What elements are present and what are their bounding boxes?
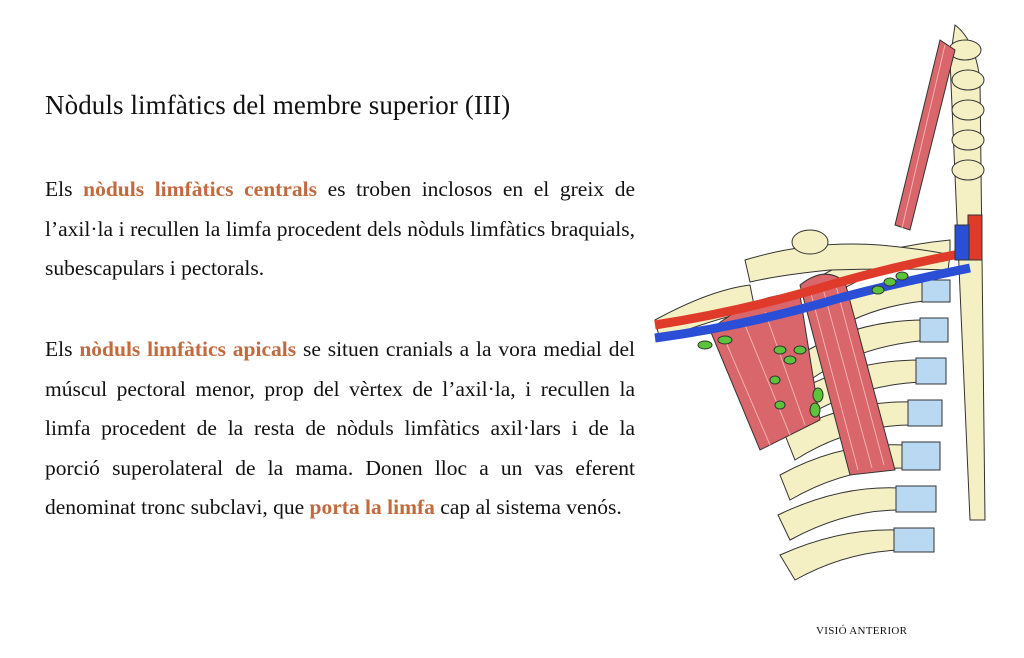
lymph-node-icon: [884, 278, 896, 286]
highlight-central-nodes: nòduls limfàtics centrals: [83, 177, 317, 201]
lymph-node-icon: [774, 346, 786, 354]
paragraph-apical-nodes: [45, 330, 635, 528]
lymph-node-icon: [698, 341, 712, 349]
page-title: Nòduls limfàtics del membre superior (III): [45, 90, 511, 120]
paragraph-2-start: Els: [45, 337, 80, 361]
axilla-anatomy-illustration: [650, 20, 990, 620]
paragraph-1-start: Els: [45, 177, 84, 201]
lymph-node-icon: [810, 403, 820, 417]
lymph-node-icon: [896, 272, 908, 280]
lymph-node-icon: [813, 388, 823, 402]
view-caption: VISIÓ ANTERIOR: [816, 625, 908, 637]
lymph-node-icon: [775, 401, 785, 409]
lymph-node-icon: [872, 286, 884, 294]
paragraph-2-end: cap al sistema venós.: [434, 495, 622, 519]
lymph-node-icon: [770, 376, 780, 384]
highlight-apical-nodes: nòduls limfàtics apicals: [79, 337, 297, 361]
lymph-node-icon: [784, 356, 796, 364]
paragraph-2-middle: se situen cranials a la vora medial del múscul pectoral menor, prop del vèrtex de l’axil·la, i recullen la limfa procedent de la resta de nòduls limfàtics axil·lars i de la porció superolateral de la mama. Donen lloc a un vas eferent denominat tronc subclavi, que: [45, 337, 635, 519]
lymph-node-icon: [718, 336, 732, 344]
paragraph-1-end: es troben inclosos en el greix de l’axil·la i recullen la limfa procedent dels nòduls limfàtics braquials, subescapulars i pectorals.: [45, 177, 635, 280]
lymph-node-icon: [794, 346, 806, 354]
paragraph-central-nodes: [45, 170, 635, 289]
scalene-muscle: [895, 40, 955, 230]
highlight-lymph-flow: porta la limfa: [309, 495, 435, 519]
